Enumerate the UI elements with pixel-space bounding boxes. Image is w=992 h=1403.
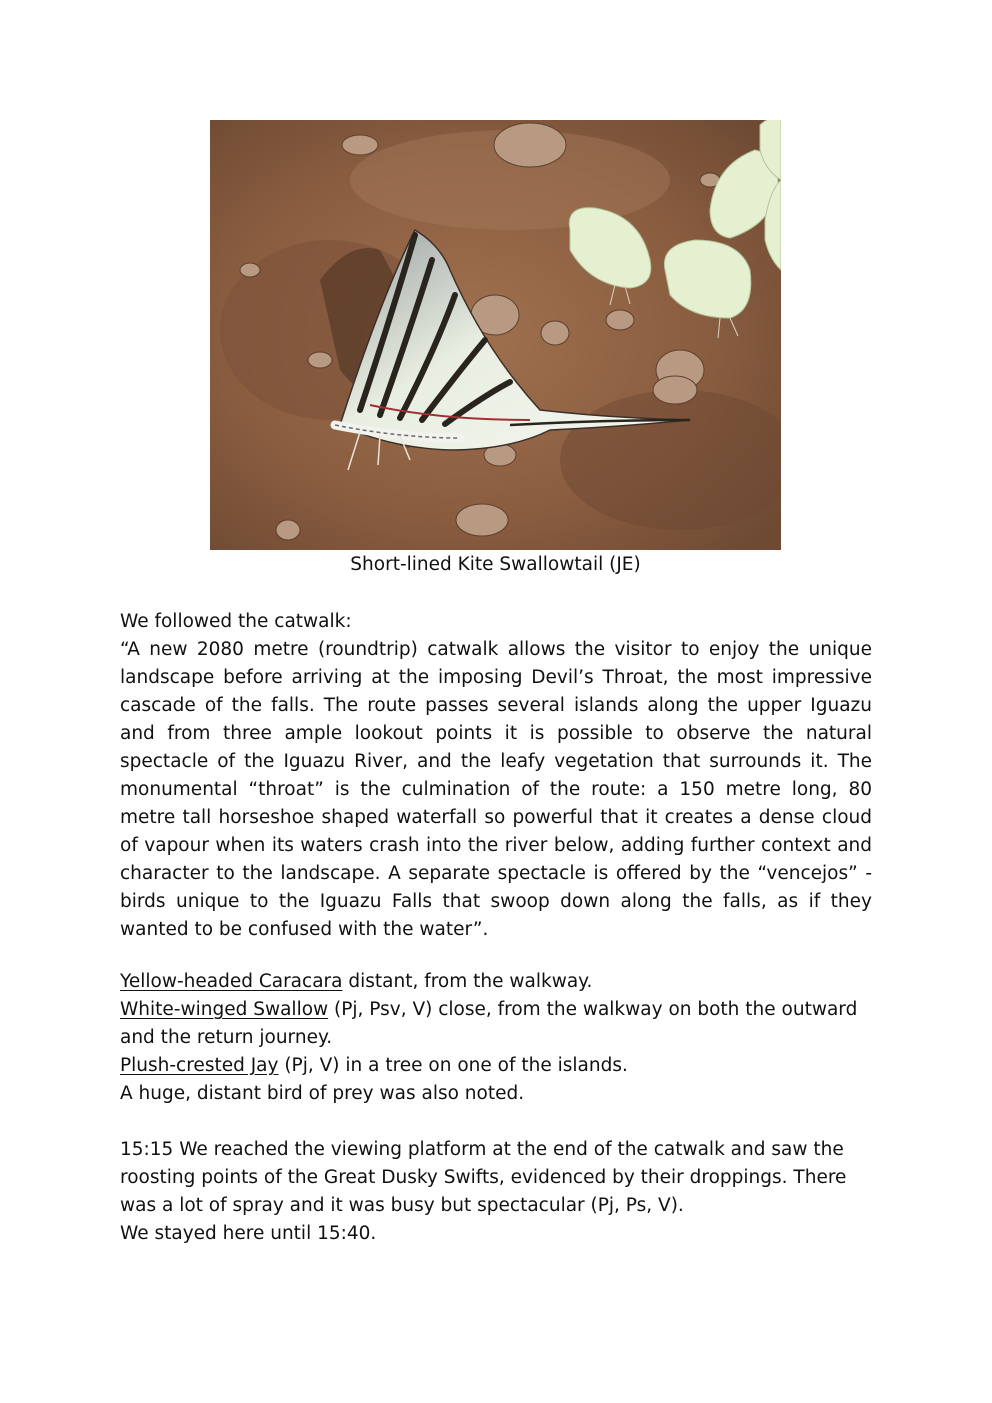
sighting-note: (Pj, Psv, V) close, from the walkway on both the outward and the return journey. bbox=[120, 999, 858, 1048]
sighting-item bbox=[120, 968, 872, 996]
intro-line: We followed the catwalk: bbox=[120, 611, 352, 632]
sighting-note: (Pj, V) in a tree on one of the islands. bbox=[278, 1055, 628, 1076]
platform-paragraph: 15:15 We reached the viewing platform at the end of the catwalk and saw the roosting points of the Great Dusky Swifts, evidenced by their droppings. There was a lot of spray and it was busy but spectacular (Pj, Ps, V). bbox=[120, 1139, 847, 1216]
stay-line: We stayed here until 15:40. bbox=[120, 1223, 377, 1244]
extra-sighting: A huge, distant bird of prey was also noted. bbox=[120, 1083, 525, 1104]
species-name: Plush-crested Jay bbox=[120, 1055, 279, 1076]
sightings-list bbox=[120, 968, 872, 1108]
sighting-item bbox=[120, 1052, 872, 1080]
sighting-note: distant, from the walkway. bbox=[342, 971, 593, 992]
butterfly-illustration bbox=[210, 120, 781, 550]
species-name: White-winged Swallow bbox=[120, 999, 329, 1020]
butterfly-photo bbox=[210, 120, 781, 550]
catwalk-quote: “A new 2080 metre (roundtrip) catwalk allows the visitor to enjoy the unique landscape before arriving at the imposing Devil’s Throat, the most impressive cascade of the falls. The route passes several islands along the upper Iguazu and from three ample lookout points it is possible to observe the natural spectacle of the Iguazu River, and the leafy vegetation that surrounds it. The monumental “throat” is the culmination of the route: a 150 metre long, 80 metre tall horseshoe shaped waterfall so powerful that it creates a dense cloud of vapour when its waters crash into the river below, adding further context and character to the landscape. A separate spectacle is offered by the “vencejos” - birds unique to the Iguazu Falls that swoop down along the falls, as if they wanted to be confused with the water”. bbox=[120, 639, 872, 940]
photo-caption: Short-lined Kite Swallowtail (JE) bbox=[350, 554, 641, 575]
sighting-item bbox=[120, 996, 872, 1052]
species-name: Yellow-headed Caracara bbox=[120, 971, 343, 992]
platform-section bbox=[120, 1136, 872, 1248]
